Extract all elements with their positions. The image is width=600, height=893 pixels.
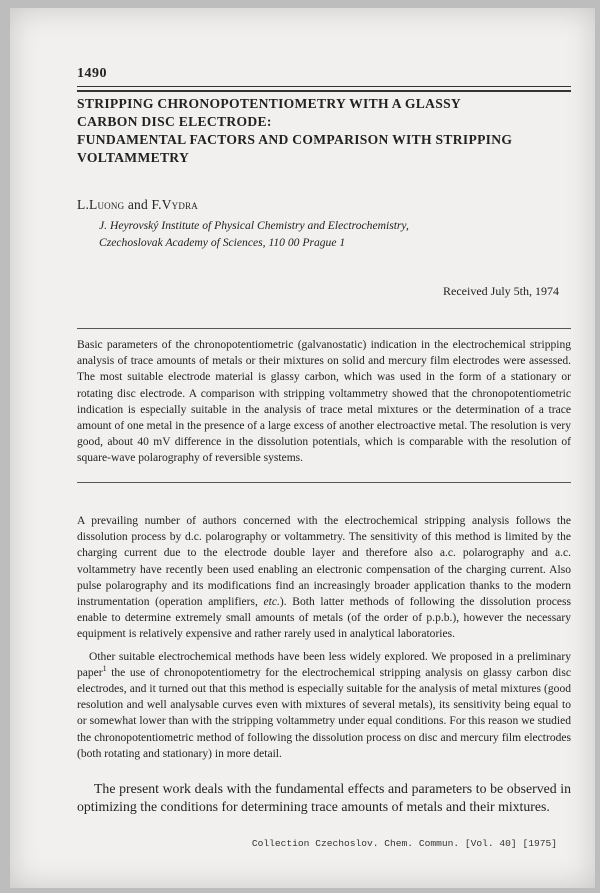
affiliation-line: J. Heyrovský Institute of Physical Chemistry and Electrochemistry,	[99, 219, 409, 232]
abstract-rule-top	[77, 328, 571, 329]
author-initial: F.	[151, 197, 162, 212]
title-line: VOLTAMMETRY	[77, 150, 190, 165]
author-conjunction: and	[124, 197, 152, 212]
header-rule-top	[77, 86, 571, 87]
paragraph-text: the use of chronopotentiometry for the electrochemical stripping analysis on glassy carbon disc electrodes, and it turned out that this method is especially suitable for the analysis of metal mixtures (good resolution and well analysable curves even with mixtures of several metals), its sensitivity being equal to or somewhat lower than with the stripping voltammetry under equal conditions. For this reason we studied the chronopotentiometric method of following the dissolution process on disc and mercury film electrodes (both rotating and stationary) in more detail.	[77, 666, 571, 760]
abstract: Basic parameters of the chronopotentiometric (galvanostatic) indication in the electrochemical stripping analysis of trace amounts of metals or their mixtures on solid and mercury film electrodes were assessed. The most suitable electrode material is glassy carbon, which was used in the form of a stationary or rotating disc electrode. A comparison with stripping voltammetry showed that the chronopotentiometric indication is especially suitable in the analysis of trace metal mixtures or the determination of a trace amount of one metal in the presence of a large excess of another electroactive metal. The resolution is very good, about 40 mV difference in the dissolution potentials, which is comparable with the resolution of square-wave polarography of reversible systems.	[77, 339, 571, 465]
paragraph	[77, 649, 571, 762]
title-line: CARBON DISC ELECTRODE:	[77, 114, 272, 129]
body-text	[77, 513, 571, 762]
header-rule-bottom	[77, 90, 571, 92]
intro-paragraph-large: The present work deals with the fundamental effects and parameters to be observed in optimizing the conditions for determining trace amounts of metals and their mixtures.	[77, 781, 571, 814]
journal-page	[10, 8, 595, 888]
journal-footer: Collection Czechoslov. Chem. Commun. [Vol. 40] [1975]	[251, 838, 557, 849]
received-date: Received July 5th, 1974	[443, 284, 559, 298]
title-line: STRIPPING CHRONOPOTENTIOMETRY WITH A GLASSY	[77, 96, 462, 111]
paragraph-text: Other suitable electrochemical methods have been less widely explored. We proposed in a preliminary paper	[77, 650, 571, 679]
reference-marker: 1	[102, 663, 107, 673]
affiliation-line: Czechoslovak Academy of Sciences, 110 00 Prague 1	[99, 236, 346, 249]
title-line: FUNDAMENTAL FACTORS AND COMPARISON WITH STRIPPING	[77, 132, 513, 147]
author-surname: Vydra	[161, 197, 198, 212]
paragraph-text: ). Both latter methods of following the dissolution process enable to determine extremely small amounts of metals (of the order of p.p.b.), however the necessary equipment is relatively expensive and rather rarely used in analytical laboratories.	[77, 596, 571, 641]
paragraph	[77, 513, 571, 643]
page-number: 1490	[77, 66, 107, 81]
article-title	[77, 95, 567, 167]
author-surname: Luong	[89, 197, 125, 212]
paragraph-italic: etc.	[263, 596, 280, 609]
affiliation	[99, 217, 409, 251]
authors	[77, 197, 198, 213]
paragraph-text: A prevailing number of authors concerned with the electrochemical stripping analysis follows the dissolution process by d.c. polarography or voltammetry. The sensitivity of this method is limited by the charging current due to the electrode double layer and therefore also a.c. polarography and a.c. voltammetry have recently been used enabling an electronic compensation of the charging current. Also pulse polarography and its modifications find an increasingly broader application thanks to the modern instrumentation (operation amplifiers,	[77, 515, 571, 609]
abstract-rule-bottom	[77, 482, 571, 483]
author-initial: L.	[77, 197, 90, 212]
